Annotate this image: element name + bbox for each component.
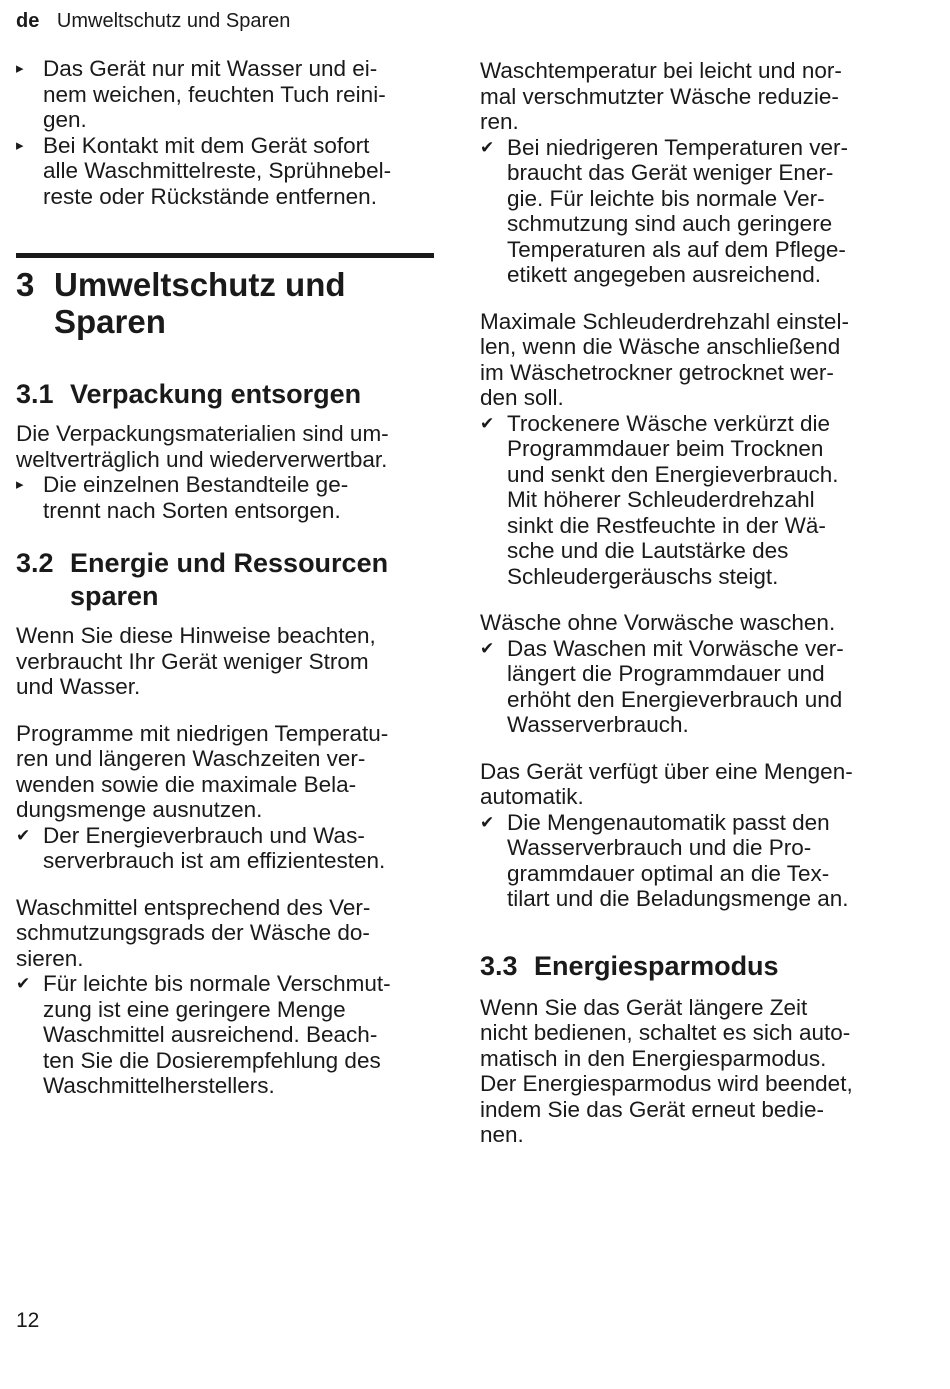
check-item-text: Das Waschen mit Vorwäsche ver- längert die Programmdauer und erhöht den Energieverbrauch und Wasserverbrauch. xyxy=(507,635,844,737)
list-item xyxy=(16,133,434,210)
right-column xyxy=(480,58,920,1148)
checkmark-icon: ✔ xyxy=(480,638,495,658)
checkmark-icon: ✔ xyxy=(480,812,495,832)
section-heading-3-3 xyxy=(480,950,920,983)
check-item-text: Die Mengenautomatik passt den Wasserverbrauch und die Pro- grammdauer optimal an die Tex- tilart und die Beladungsmenge an. xyxy=(507,809,849,911)
triangle-bullet-icon: ▸ xyxy=(16,60,24,77)
check-item xyxy=(480,810,920,912)
page-number: 12 xyxy=(16,1309,40,1332)
check-item xyxy=(480,636,920,738)
list-item xyxy=(16,56,434,133)
check-item-text: Trockenere Wäsche verkürzt die Programmdauer beim Trocknen und senkt den Energieverbrauch. Mit höherer Schleuderdrehzahl sinkt die Restfeuchte in der Wä- sche und die Lautstärke des Schleudergeräuschs steigt. xyxy=(507,410,839,589)
triangle-bullet-icon: ▸ xyxy=(16,136,24,154)
chapter-title: Umweltschutz und Sparen xyxy=(54,266,346,340)
paragraph: Wenn Sie diese Hinweise beachten, verbraucht Ihr Gerät weniger Strom und Wasser. xyxy=(16,623,376,699)
check-item xyxy=(480,411,920,590)
paragraph: Wenn Sie das Gerät längere Zeit nicht bedienen, schaltet es sich auto- matisch in den Energiesparmodus. Der Energiesparmodus wird beendet, indem Sie das Gerät erneut bedie- nen. xyxy=(480,994,853,1147)
check-item-text: Der Energieverbrauch und Was- serverbrauch ist am effizientesten. xyxy=(43,822,386,873)
check-item-text: Für leichte bis normale Verschmut- zung ist eine geringere Menge Waschmittel ausreichend. Beach- ten Sie die Dosierempfehlung des Waschmittelherstellers. xyxy=(43,971,391,1098)
section-title: Energie und Ressourcen sparen xyxy=(70,548,389,611)
header-title: Umweltschutz und Sparen xyxy=(56,10,291,32)
chapter-heading xyxy=(16,266,434,340)
triangle-bullet-icon: ▸ xyxy=(16,476,24,493)
paragraph: Waschmittel entsprechend des Ver- schmutzungsgrads der Wäsche do- sieren. xyxy=(16,894,371,971)
check-item xyxy=(480,135,920,288)
check-item xyxy=(16,823,434,874)
paragraph: Wäsche ohne Vorwäsche waschen. xyxy=(480,610,836,635)
list-item xyxy=(16,472,434,523)
chapter-divider xyxy=(16,253,434,258)
paragraph: Die Verpackungsmaterialien sind um- weltverträglich und wiederverwertbar. xyxy=(16,421,389,472)
list-item-text: Die einzelnen Bestandteile ge- trennt nach Sorten entsorgen. xyxy=(43,472,349,523)
language-code: de xyxy=(16,10,40,32)
section-number: 3.2 xyxy=(16,548,54,578)
check-item-text: Bei niedrigeren Temperaturen ver- braucht das Gerät weniger Ener- gie. Für leichte bis normale Ver- schmutzung sind auch geringere Temperaturen als auf dem Pflege- etikett angegeben ausreichend. xyxy=(507,134,849,287)
checkmark-icon: ✔ xyxy=(480,413,495,433)
section-heading-3-2 xyxy=(16,547,434,613)
chapter-number: 3 xyxy=(16,266,35,303)
page-header xyxy=(16,8,290,34)
checkmark-icon: ✔ xyxy=(16,825,31,845)
checkmark-icon: ✔ xyxy=(480,137,495,157)
left-column xyxy=(16,56,434,1099)
list-item-text: Bei Kontakt mit dem Gerät sofort alle Waschmittelreste, Sprühnebel- reste oder Rückstände entfernen. xyxy=(43,132,392,209)
paragraph: Maximale Schleuderdrehzahl einstel- len, wenn die Wäsche anschließend im Wäschetrockner getrocknet wer- den soll. xyxy=(480,308,849,410)
section-number: 3.3 xyxy=(480,950,518,981)
section-heading-3-1 xyxy=(16,378,434,411)
checkmark-icon: ✔ xyxy=(16,974,31,993)
section-title: Verpackung entsorgen xyxy=(70,379,362,409)
section-title: Energiesparmodus xyxy=(534,950,779,981)
section-number: 3.1 xyxy=(16,379,54,409)
paragraph: Das Gerät verfügt über eine Mengen- automatik. xyxy=(480,758,853,809)
paragraph: Programme mit niedrigen Temperatu- ren und längeren Waschzeiten ver- wenden sowie die maximale Bela- dungsmenge ausnutzen. xyxy=(16,720,389,822)
check-item xyxy=(16,971,434,1099)
paragraph: Waschtemperatur bei leicht und nor- mal verschmutzter Wäsche reduzie- ren. xyxy=(480,58,842,134)
list-item-text: Das Gerät nur mit Wasser und ei- nem weichen, feuchten Tuch reini- gen. xyxy=(43,56,386,132)
